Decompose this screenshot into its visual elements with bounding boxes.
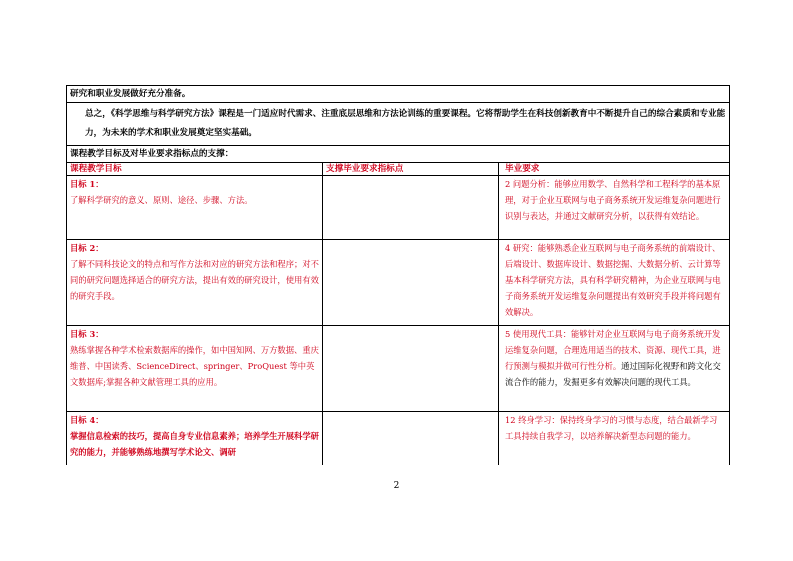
requirement-cell [499, 326, 729, 411]
requirement-cell: 2 问题分析：能够应用数学、自然科学和工程科学的基本原理，对于企业互联网与电子商务系统开发运维复杂问题进行识别与表达，并通过文献研究分析，以获得有效结论。 [505, 179, 721, 221]
summary-text: 总之，《科学思维与科学研究方法》课程是一门适应时代需求、注重底层思维和方法论训练的重要课程。它将帮助学生在科技创新教育中不断提升自己的综合素质和专业能力，为未来的学术和职业发展奠定坚实基础。 [85, 109, 726, 138]
goal-label: 目标 1： [70, 179, 104, 189]
goal-text: 了解科学研究的意义、原则、途径、步骤、方法。 [70, 194, 253, 205]
table-row [67, 240, 729, 326]
intro-line [67, 86, 729, 103]
requirement-cell: 4 研究：能够熟悉企业互联网与电子商务系统的前端设计、后端设计、数据库设计、数据挖掘、大数据分析、云计算等基本科学研究方法，具有科学研究精神，为企业互联网与电子商务系统开发运维复杂问题提出有效研究手段并将问题有效解决。 [505, 243, 721, 317]
table-header-row [67, 163, 729, 176]
summary-paragraph [67, 103, 729, 146]
requirement-text: 5 使用现代工具：能够针对企业互联网与电子商务系统开发运维复杂问题，合理选用适当的技术、资源、现代工具，进行预测与模拟并做可行性分析。 [505, 329, 721, 371]
section-title [67, 146, 729, 163]
goal-text: 熟练掌握各种学术检索数据库的操作，如中国知网、万方数据、重庆维普、中国读秀、ScienceDirect、springer、ProQuest 等中英文数据库;掌握各种文献管理工具的应用。 [70, 344, 319, 387]
indicator-cell [323, 412, 499, 465]
requirement-extra-text: 通过国际化视野和跨文化交流合作的能力，发掘更多有效解决问题的现代工具。 [505, 360, 721, 387]
table-row [67, 326, 729, 412]
header-course-goal: 课程教学目标 [67, 163, 323, 175]
goal-cell [67, 326, 323, 411]
goal-cell [67, 176, 323, 239]
page-number: 2 [393, 481, 400, 491]
course-goals-table [66, 85, 730, 465]
indicator-cell [323, 326, 499, 411]
header-indicator: 支撑毕业要求指标点 [323, 163, 499, 175]
table-row [67, 412, 729, 465]
goal-label: 目标 3： [70, 329, 104, 339]
goal-label: 目标 4： [70, 415, 104, 425]
goal-text: 掌握信息检索的技巧，提高自身专业信息素养；培养学生开展科学研究的能力，并能够熟练地撰写学术论文、调研 [70, 430, 319, 457]
indicator-cell [323, 240, 499, 325]
goal-label: 目标 2： [70, 243, 104, 253]
section-title-text: 课程教学目标及对毕业要求指标点的支撑： [70, 149, 234, 159]
header-requirement: 毕业要求 [505, 164, 540, 174]
indicator-cell [323, 176, 499, 239]
intro-line-text: 研究和职业发展做好充分准备。 [70, 89, 191, 99]
table-row [67, 176, 729, 240]
goal-text: 了解不同科技论文的特点和写作方法和对应的研究方法和程序；对不同的研究问题选择适合的研究方法，提出有效的研究设计，使用有效的研究手段。 [70, 258, 319, 301]
goal-cell [67, 240, 323, 325]
requirement-cell: 12 终身学习：保持终身学习的习惯与态度，结合最新学习工具持续自我学习，以培养解决新型态问题的能力。 [505, 415, 718, 441]
goal-cell [67, 412, 323, 465]
